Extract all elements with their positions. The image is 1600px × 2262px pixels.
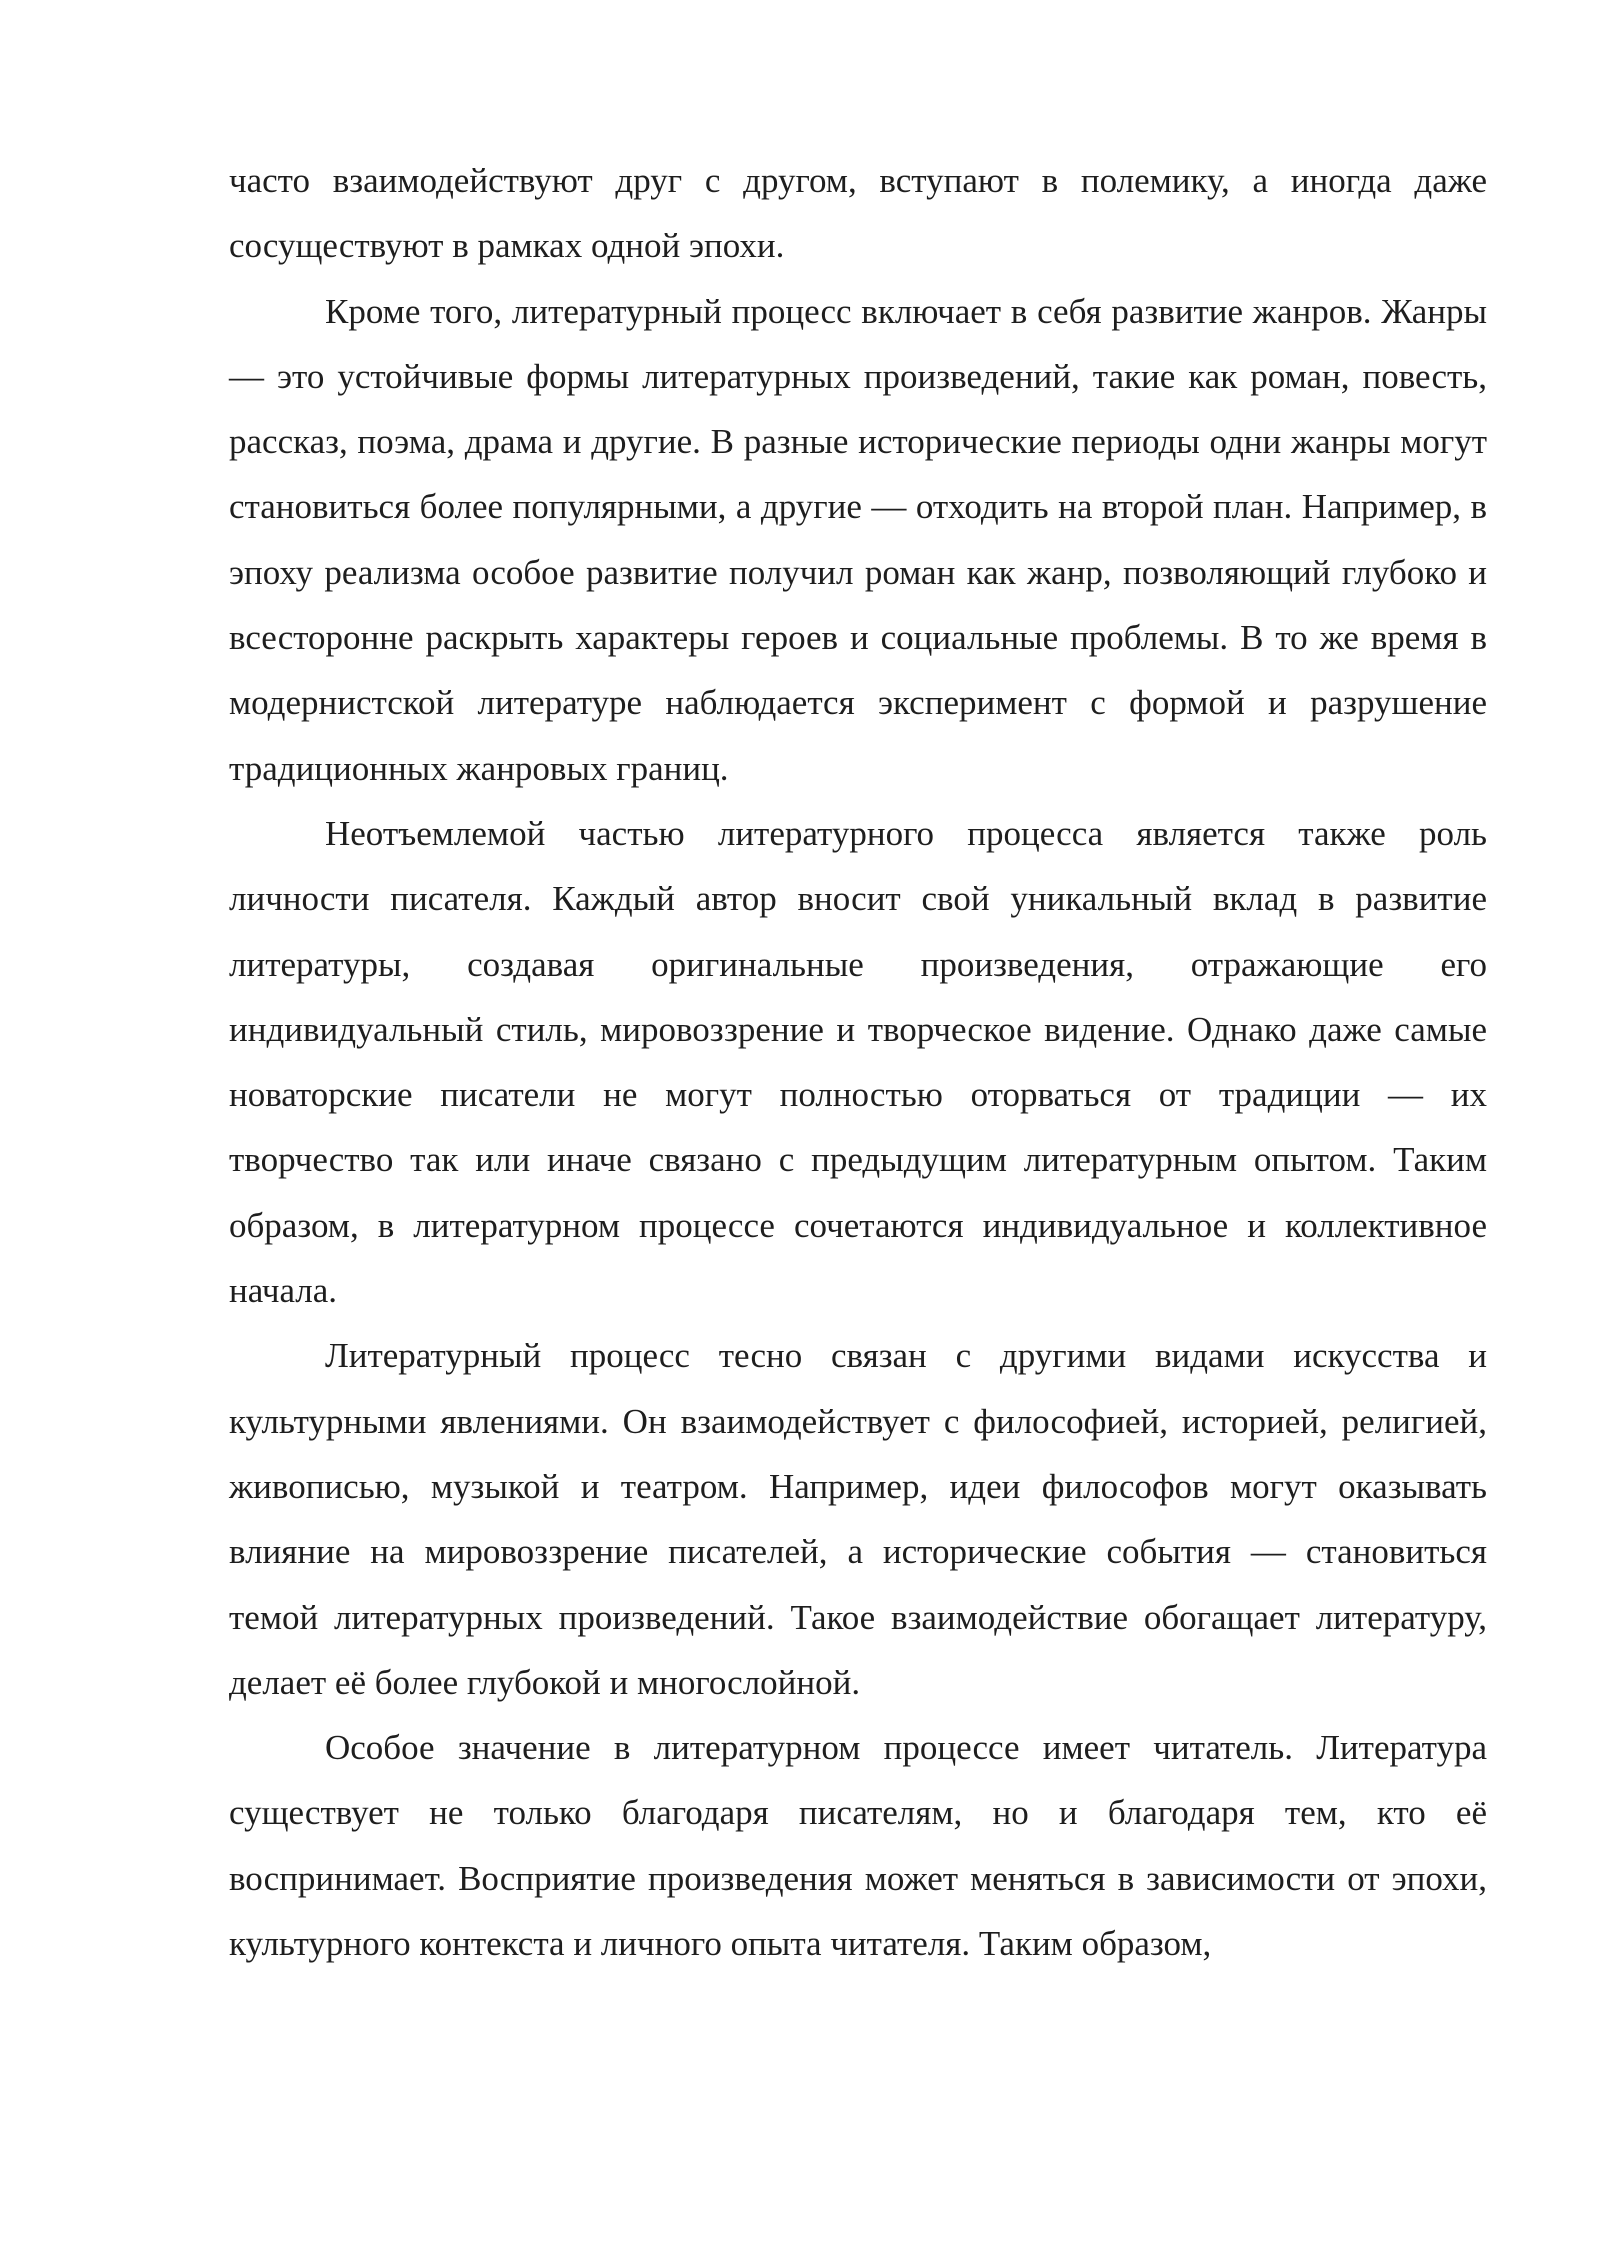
paragraph-arts-culture: Литературный процесс тесно связан с другими видами искусства и культурными явлениями. Он взаимодействует с философией, историей, религией, живописью, музыкой и театром. Например, идеи философов могут оказывать влияние на мировоззрение писателей, а исторические события — становиться темой литературных произведений. Такое взаимодействие обогащает литературу, делает её более глубокой и многослойной. bbox=[229, 1336, 1487, 1702]
document-body bbox=[229, 148, 1487, 1976]
paragraph-genres: Кроме того, литературный процесс включает в себя развитие жанров. Жанры — это устойчивые формы литературных произведений, такие как роман, повесть, рассказ, поэма, драма и другие. В разные исторические периоды одни жанры могут становиться более популярными, а другие — отходить на второй план. Например, в эпоху реализма особое развитие получил роман как жанр, позволяющий глубоко и всесторонне раскрыть характеры героев и социальные проблемы. В то же время в модернистской литературе наблюдается эксперимент с формой и разрушение традиционных жанровых границ. bbox=[229, 291, 1487, 788]
paragraph-reader: Особое значение в литературном процессе имеет читатель. Литература существует не только благодаря писателям, но и благодаря тем, кто её воспринимает. Восприятие произведения может меняться в зависимости от эпохи, культурного контекста и личного опыта читателя. Таким образом, bbox=[229, 1728, 1487, 1964]
paragraph-writer-personality: Неотъемлемой частью литературного процесса является также роль личности писателя. Каждый автор вносит свой уникальный вклад в развитие литературы, создавая оригинальные произведения, отражающие его индивидуальный стиль, мировоззрение и творческое видение. Однако даже самые новаторские писатели не могут полностью оторваться от традиции — их творчество так или иначе связано с предыдущим литературным опытом. Таким образом, в литературном процессе сочетаются индивидуальное и коллективное начала. bbox=[229, 813, 1487, 1311]
paragraph-continued: часто взаимодействуют друг с другом, вступают в полемику, а иногда даже сосуществуют в рамках одной эпохи. bbox=[229, 161, 1487, 266]
